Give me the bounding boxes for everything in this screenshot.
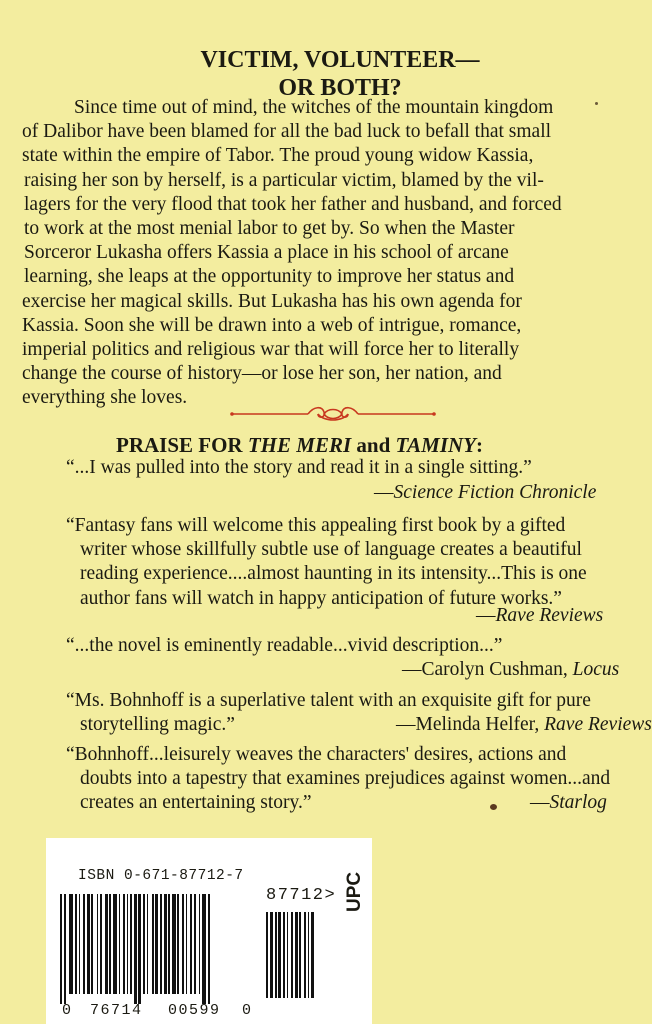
stain-mark [490, 804, 497, 810]
barcode-bar [91, 894, 93, 994]
cover-headline [150, 46, 530, 102]
barcode-bar [199, 894, 200, 994]
upc-barcode [46, 838, 372, 1024]
attribution-dash: — [402, 659, 422, 680]
barcode-bar [186, 894, 187, 994]
attribution-dash: — [374, 482, 394, 503]
attribution-source: Science Fiction Chronicle [393, 482, 597, 503]
blurb-line: state within the empire of Tabor. The proud young widow Kassia, [22, 145, 534, 167]
barcode-bar [143, 894, 145, 994]
barcode-bar [147, 894, 148, 994]
barcode-bar [295, 912, 298, 998]
barcode-bar [105, 894, 108, 994]
attribution-dash: — [530, 792, 550, 813]
quote-attribution [396, 713, 652, 737]
barcode-bar [60, 894, 62, 1004]
barcode-bar [155, 894, 158, 994]
quote-attribution [402, 658, 619, 682]
barcode-bar [177, 894, 179, 994]
attribution-author: Carolyn Cushman, [421, 659, 573, 680]
quote-line: “...I was pulled into the story and read it in a single sitting.” [66, 457, 532, 478]
quote-line: author fans will watch in happy anticipation of future works.” [80, 587, 562, 609]
barcode-bar [299, 912, 301, 998]
blurb-line: of Dalibor have been blamed for all the bad luck to befall that small [22, 121, 552, 143]
quote-line: storytelling magic.” [80, 714, 235, 736]
barcode-bar [134, 894, 137, 1004]
barcode-bar [75, 894, 77, 994]
blurb-line: everything she loves. [22, 387, 188, 409]
barcode-bar [168, 894, 170, 994]
blurb-line: Since time out of mind, the witches of the mountain kingdom [74, 97, 554, 118]
blurb-line: to work at the most menial labor to get by. So when the Master [24, 218, 515, 240]
synopsis-blurb [22, 96, 634, 411]
stain-mark [595, 102, 598, 105]
barcode-bar [278, 912, 281, 998]
attribution-source: Starlog [549, 792, 607, 813]
upc-label: UPC [344, 871, 365, 912]
barcode-bar [283, 912, 285, 998]
praise-heading [116, 432, 483, 458]
quote-attribution [374, 481, 596, 505]
barcode-bar [130, 894, 132, 994]
barcode-bar [119, 894, 120, 994]
barcode-bar [208, 894, 210, 1004]
barcode-bar [287, 912, 288, 998]
blurb-line: exercise her magical skills. But Lukasha has his own agenda for [22, 290, 522, 312]
quote-line: “...the novel is eminently readable...vivid description...” [66, 635, 503, 656]
barcode-bar [182, 894, 184, 994]
barcode-bar [64, 894, 66, 1004]
scroll-ornament-divider [228, 404, 438, 424]
blurb-line: learning, she leaps at the opportunity to improve her status and [24, 266, 515, 288]
barcode-bar [160, 894, 162, 994]
blurb-line: raising her son by herself, is a particular victim, blamed by the vil- [24, 169, 544, 191]
attribution-source: Rave Reviews [495, 605, 604, 626]
praise-title-1: THE MERI [247, 433, 352, 457]
quote-line: writer whose skillfully subtle use of language creates a beautiful [80, 539, 582, 561]
barcode-bar [164, 894, 167, 994]
praise-title-2: TAMINY [395, 433, 477, 457]
barcode-bar [109, 894, 111, 994]
barcode-bar [100, 894, 102, 994]
barcode-bar [87, 894, 90, 994]
barcode-bar [308, 912, 309, 998]
quote-line: “Ms. Bohnhoff is a superlative talent with an exquisite gift for pure [66, 690, 591, 711]
barcode-bar [311, 912, 314, 998]
barcode-bar [127, 894, 128, 994]
attribution-author: Melinda Helfer, [415, 714, 545, 735]
blurb-line: Kassia. Soon she will be drawn into a web of intrigue, romance, [22, 314, 522, 336]
barcode-bar [202, 894, 206, 1004]
barcode-bar [97, 894, 98, 994]
blurb-line: change the course of history—or lose her son, her nation, and [22, 363, 502, 385]
attribution-dash: — [396, 714, 416, 735]
barcode-bar [270, 912, 273, 998]
quote-line: “Bohnhoff...leisurely weaves the characters' desires, actions and [66, 744, 567, 765]
praise-heading-prefix: PRAISE FOR [116, 433, 248, 457]
attribution-source: Rave Reviews [544, 714, 652, 735]
barcode-bar [190, 894, 192, 994]
quote-line: reading experience....almost haunting in its intensity...This is one [80, 563, 587, 585]
review-quote [66, 634, 636, 658]
barcode-bar [83, 894, 85, 994]
barcode-right-digits: 00599 [168, 1002, 221, 1019]
attribution-source: Locus [572, 659, 620, 680]
headline-line-2: OR BOTH? [278, 75, 402, 101]
praise-heading-and: and [351, 433, 396, 457]
barcode-bar [152, 894, 154, 994]
attribution-dash: — [476, 605, 496, 626]
barcode-bar [266, 912, 268, 998]
quote-line: creates an entertaining story.” [80, 792, 312, 814]
quote-attribution [476, 604, 603, 628]
barcode-lead-digit: 0 [62, 1002, 73, 1019]
quote-line: doubts into a tapestry that examines prejudices against women...and [80, 768, 611, 790]
barcode-bar [304, 912, 306, 998]
barcode-bar [291, 912, 293, 998]
quote-attribution [530, 791, 607, 815]
quote-line: “Fantasy fans will welcome this appealing first book by a gifted [66, 515, 566, 536]
blurb-line: lagers for the very flood that took her father and husband, and forced [24, 193, 562, 215]
barcode-left-digits: 76714 [90, 1002, 143, 1019]
barcode-bar [138, 894, 141, 1004]
barcode-bar [123, 894, 125, 994]
barcode-check-digit: 0 [242, 1002, 253, 1019]
barcode-bar [275, 912, 277, 998]
praise-heading-colon: : [476, 433, 484, 457]
barcode-label [46, 838, 372, 1024]
barcode-bar [172, 894, 176, 994]
isbn-text: ISBN 0-671-87712-7 [78, 868, 244, 884]
blurb-line: Sorceror Lukasha offers Kassia a place in his school of arcane [24, 242, 509, 264]
barcode-bar [113, 894, 117, 994]
review-quote [66, 514, 636, 611]
review-quote [66, 456, 636, 480]
headline-line-1: VICTIM, VOLUNTEER— [200, 47, 480, 73]
barcode-bar [79, 894, 80, 994]
barcode-bar [69, 894, 73, 994]
barcode-addon-digits: 87712> [266, 886, 337, 905]
barcode-bar [194, 894, 196, 994]
blurb-line: imperial politics and religious war that will force her to literally [22, 339, 520, 361]
